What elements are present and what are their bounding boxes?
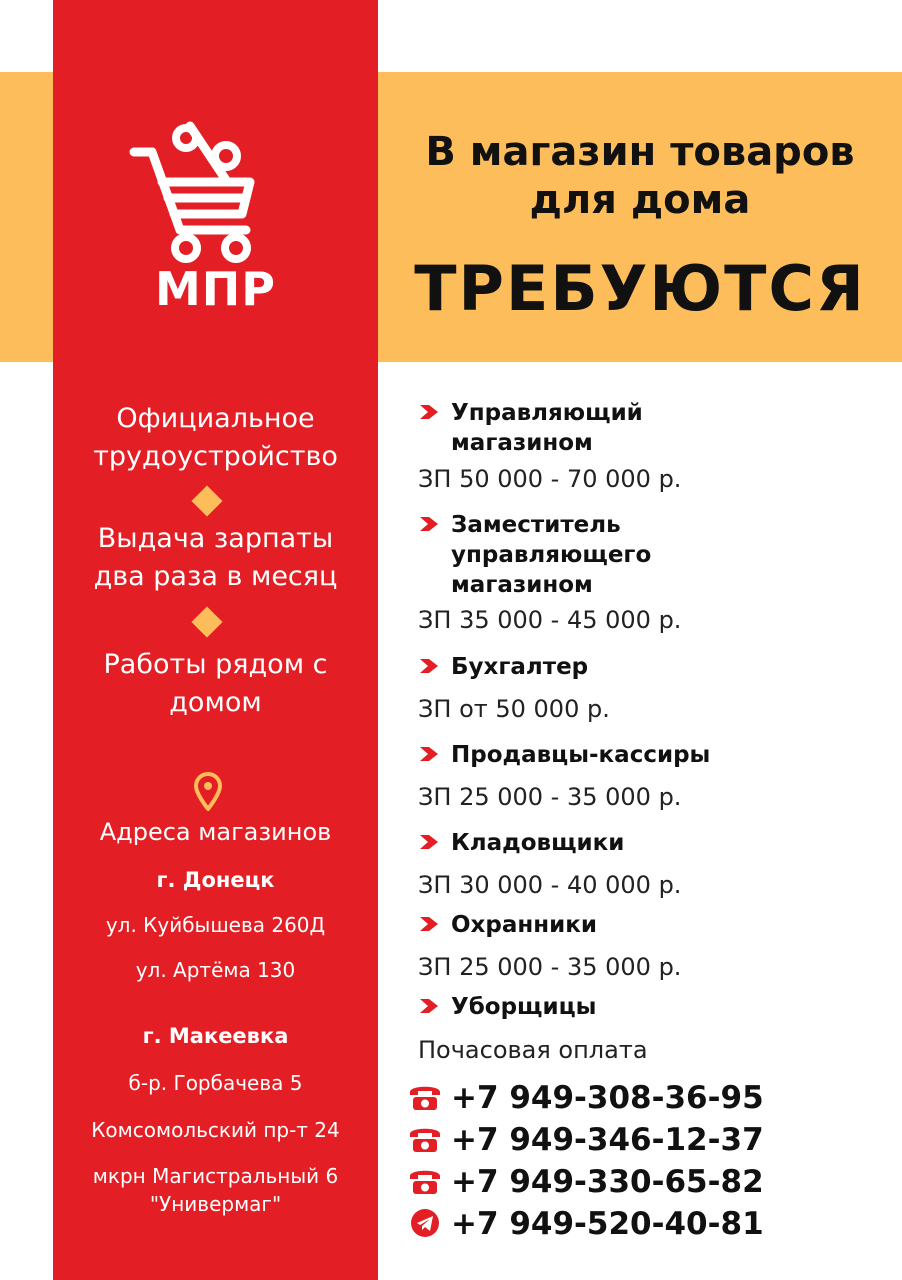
location-pin-icon	[192, 772, 224, 812]
job-title: магазином	[451, 430, 593, 456]
benefit-line: трудоустройство	[93, 441, 338, 472]
headline	[378, 128, 902, 224]
benefit-line: два раза в месяц	[93, 561, 338, 592]
phone-number[interactable]: +7 949-308-36-95	[451, 1080, 764, 1116]
job-salary: ЗП 30 000 - 40 000 р.	[418, 871, 682, 899]
benefit-salary-twice	[53, 520, 378, 596]
job-title: Управляющий	[451, 400, 643, 426]
job-title: управляющего	[451, 542, 652, 568]
job-salary: Почасовая оплата	[418, 1036, 648, 1064]
job-salary: ЗП 25 000 - 35 000 р.	[418, 953, 682, 981]
job-title: магазином	[451, 572, 593, 598]
benefit-line: Официальное	[116, 403, 315, 434]
benefit-near-home	[53, 646, 378, 722]
chevron-right-icon	[418, 916, 440, 932]
job-salary: ЗП от 50 000 р.	[418, 695, 610, 723]
chevron-right-icon	[418, 746, 440, 762]
chevron-right-icon	[418, 834, 440, 850]
headline-line-1: В магазин товаров	[425, 129, 855, 175]
logo-text: МПР	[155, 262, 276, 316]
chevron-right-icon	[418, 404, 440, 420]
address-street: "Универмаг"	[149, 1192, 282, 1216]
address-street: б-р. Горбачева 5	[128, 1071, 303, 1095]
telephone-icon	[408, 1166, 442, 1196]
job-title: Бухгалтер	[451, 654, 589, 680]
job-title: Уборщицы	[451, 994, 597, 1020]
telephone-icon	[408, 1124, 442, 1154]
telegram-icon	[408, 1208, 442, 1238]
job-title: Заместитель	[451, 512, 621, 538]
address-street: мкрн Магистральный 6	[92, 1164, 339, 1188]
telephone-icon	[408, 1082, 442, 1112]
benefit-line: Работы рядом с	[103, 649, 328, 680]
shopping-cart-percent-icon	[128, 118, 258, 263]
phone-number[interactable]: +7 949-520-40-81	[451, 1206, 764, 1242]
phone-number[interactable]: +7 949-330-65-82	[451, 1164, 764, 1200]
job-salary: ЗП 25 000 - 35 000 р.	[418, 783, 682, 811]
addresses-title: Адреса магазинов	[99, 818, 332, 846]
job-salary: ЗП 35 000 - 45 000 р.	[418, 606, 682, 634]
benefit-line: Выдача зарпаты	[97, 523, 334, 554]
job-title: Продавцы-кассиры	[451, 742, 711, 768]
headline-line-2: для дома	[529, 177, 751, 223]
address-street: ул. Артёма 130	[135, 958, 296, 982]
chevron-right-icon	[418, 658, 440, 674]
phone-number[interactable]: +7 949-346-12-37	[451, 1122, 764, 1158]
city-makeevka: г. Макеевка	[142, 1024, 289, 1048]
city-donetsk: г. Донецк	[156, 868, 275, 892]
chevron-right-icon	[418, 516, 440, 532]
job-salary: ЗП 50 000 - 70 000 р.	[418, 465, 682, 493]
address-street: ул. Куйбышева 260Д	[105, 913, 326, 937]
headline-main: ТРЕБУЮТСЯ	[414, 252, 866, 325]
chevron-right-icon	[418, 998, 440, 1014]
benefit-line: домом	[169, 687, 262, 718]
address-street: Комсомольский пр-т 24	[91, 1118, 340, 1142]
job-title: Охранники	[451, 912, 597, 938]
benefit-official-employment	[53, 400, 378, 476]
job-title: Кладовщики	[451, 830, 625, 856]
